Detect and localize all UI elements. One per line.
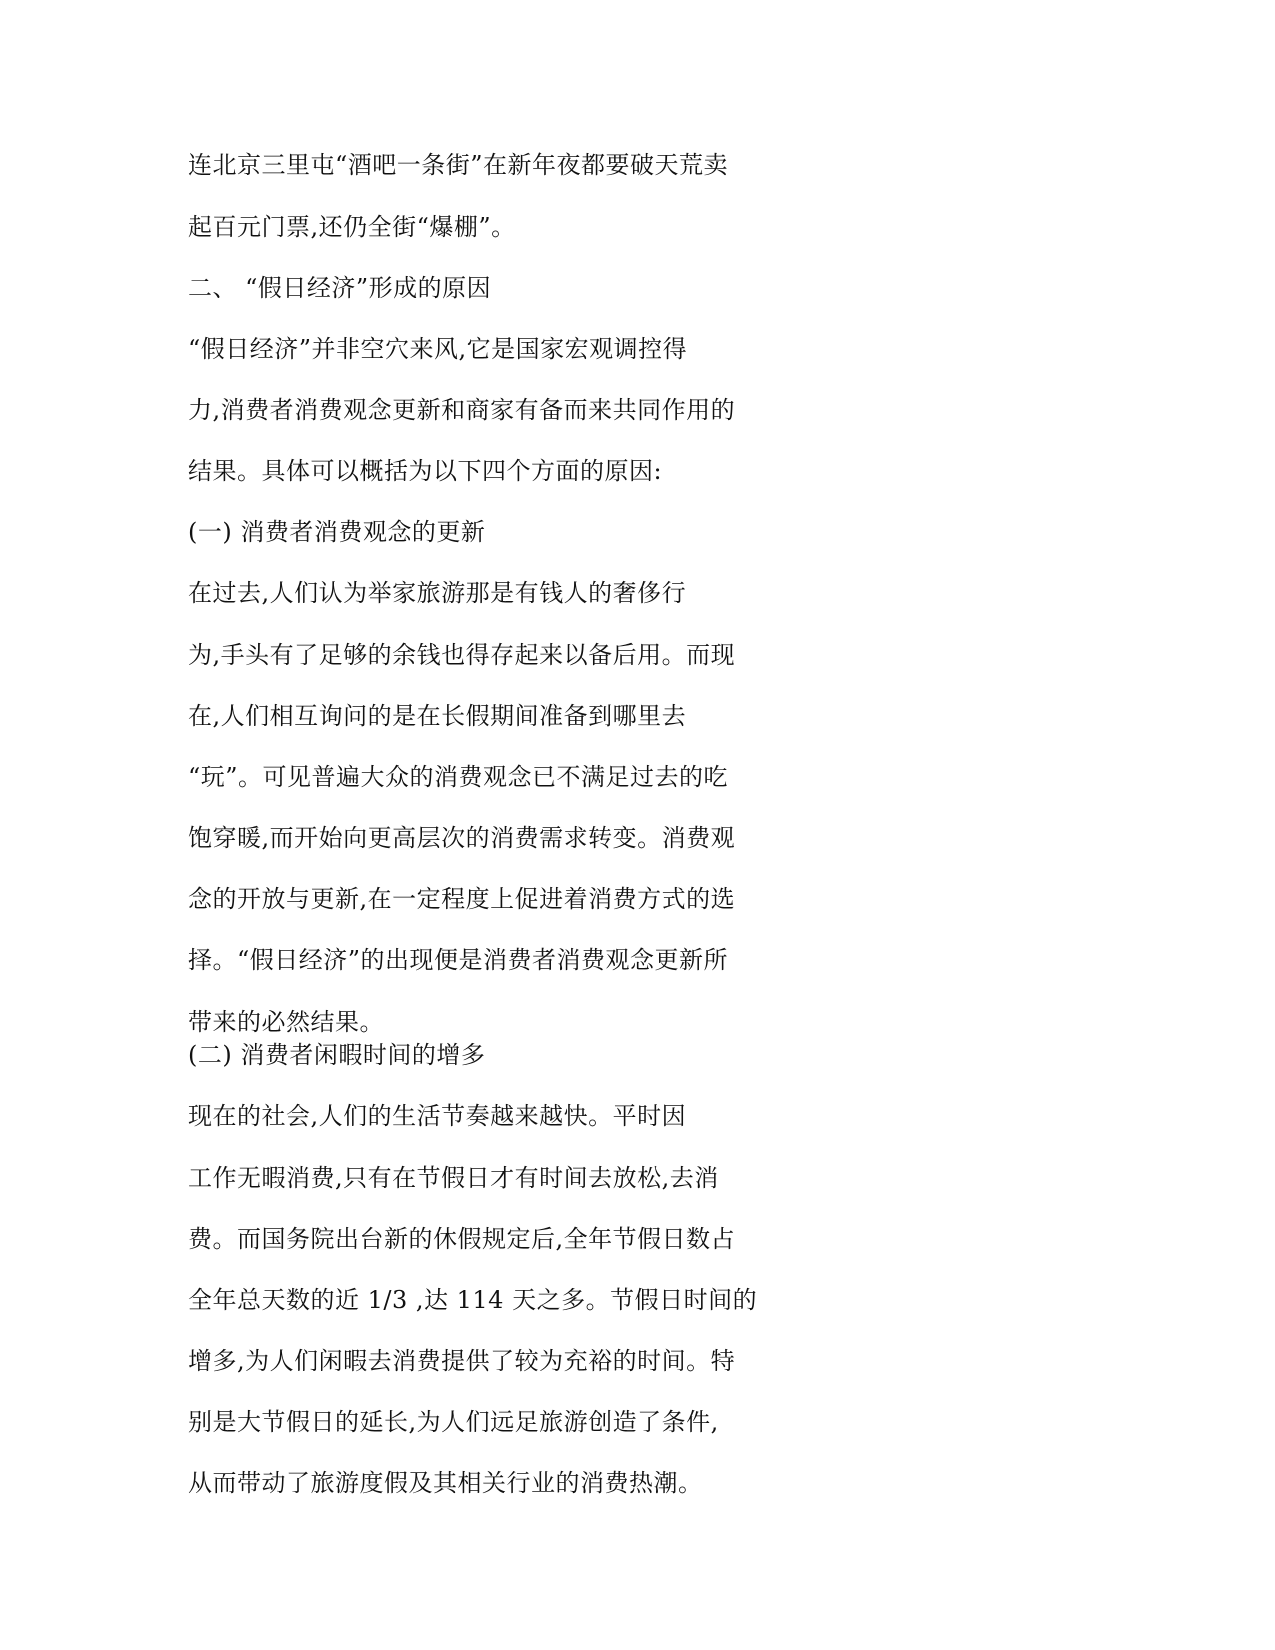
- body-text-line: 全年总天数的近 1/3 ,达 114 天之多。节假日时间的: [188, 1286, 758, 1314]
- body-text-line: 在过去,人们认为举家旅游那是有钱人的奢侈行: [188, 579, 687, 607]
- body-text-line: 起百元门票,还仍全街“爆棚”。: [188, 213, 516, 241]
- body-text-line: 费。而国务院出台新的休假规定后,全年节假日数占: [188, 1225, 736, 1253]
- body-text-line: “玩”。可见普遍大众的消费观念已不满足过去的吃: [188, 763, 729, 791]
- body-text-line: “假日经济”并非空穴来风,它是国家宏观调控得: [188, 335, 688, 363]
- body-text-line: 饱穿暖,而开始向更高层次的消费需求转变。消费观: [188, 824, 736, 852]
- body-text-line: 力,消费者消费观念更新和商家有备而来共同作用的: [188, 396, 736, 424]
- body-text-line: 结果。具体可以概括为以下四个方面的原因:: [188, 457, 663, 485]
- body-text-line: 念的开放与更新,在一定程度上促进着消费方式的选: [188, 885, 736, 913]
- body-text-line: 增多,为人们闲暇去消费提供了较为充裕的时间。特: [188, 1347, 736, 1375]
- subsection-heading: (一) 消费者消费观念的更新: [188, 518, 486, 546]
- body-text-line: 工作无暇消费,只有在节假日才有时间去放松,去消: [188, 1164, 719, 1192]
- body-text-line: 从而带动了旅游度假及其相关行业的消费热潮。: [188, 1469, 703, 1497]
- body-text-line: 连北京三里屯“酒吧一条街”在新年夜都要破天荒卖: [188, 151, 729, 179]
- body-text-line: 带来的必然结果。: [188, 1008, 384, 1036]
- body-text-line: 在,人们相互询问的是在长假期间准备到哪里去: [188, 702, 687, 730]
- body-text-line: 现在的社会,人们的生活节奏越来越快。平时因: [188, 1102, 687, 1130]
- body-text-line: 为,手头有了足够的余钱也得存起来以备后用。而现: [188, 641, 736, 669]
- subsection-heading: (二) 消费者闲暇时间的增多: [188, 1041, 486, 1069]
- body-text-line: 择。“假日经济”的出现便是消费者消费观念更新所: [188, 946, 729, 974]
- body-text-line: 别是大节假日的延长,为人们远足旅游创造了条件,: [188, 1408, 719, 1436]
- section-heading: 二、 “假日经济”形成的原因: [188, 274, 492, 302]
